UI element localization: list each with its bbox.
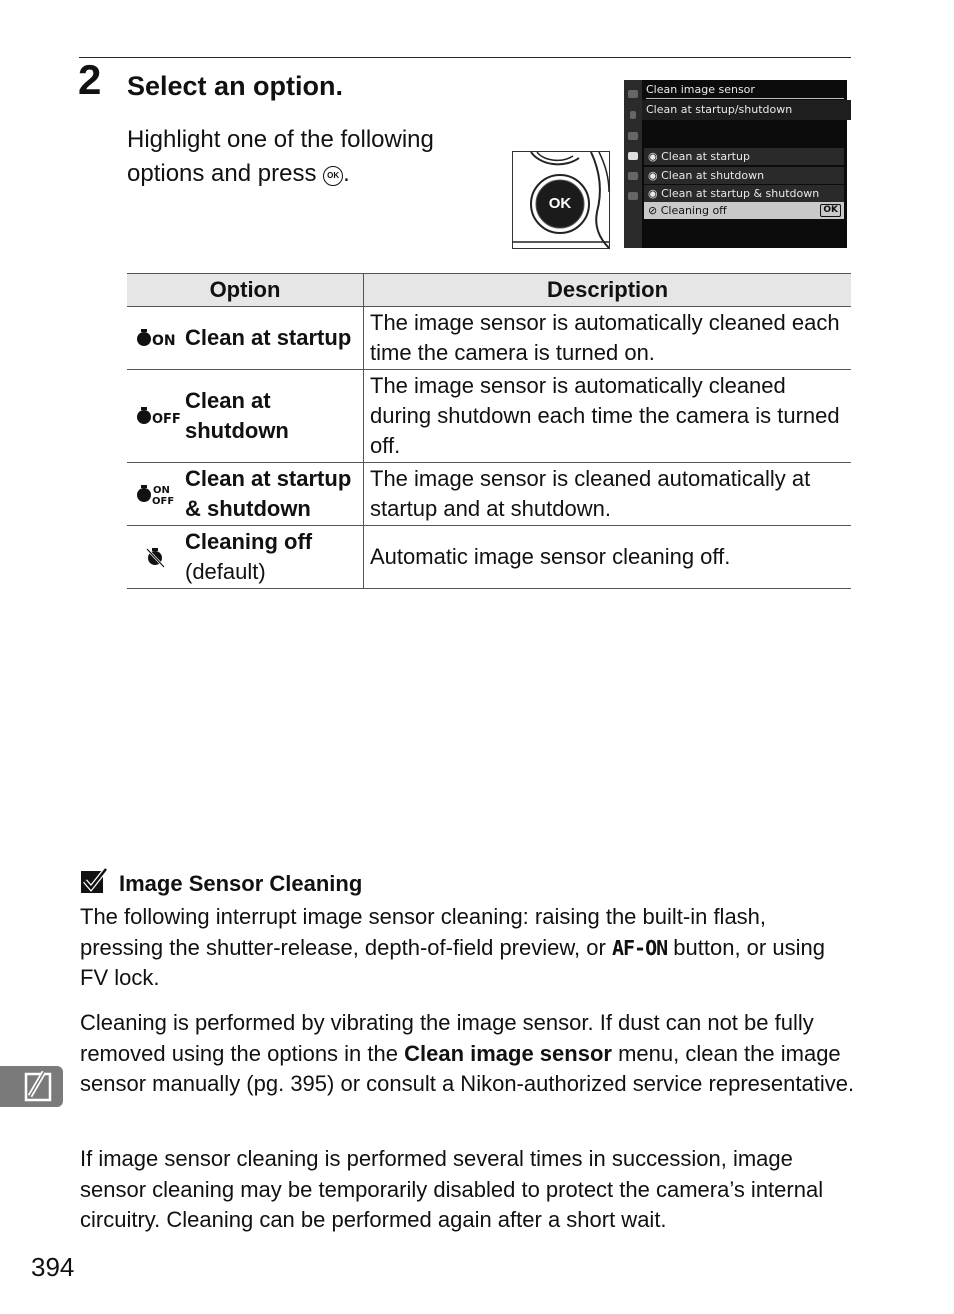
p2-text-after: menu, clean the image sensor manually (pg. 395) or consult a Nikon-authorized service representative. <box>80 1040 855 1096</box>
option-cell <box>127 370 364 463</box>
retouch-tab-icon <box>628 172 638 180</box>
menu-name-clean-image-sensor: Clean image sensor <box>404 1040 612 1066</box>
svg-text:ON: ON <box>153 485 170 496</box>
option-name: Clean at shutdown <box>185 388 289 443</box>
ok-badge: OK <box>820 204 841 217</box>
camera-menu-screenshot <box>624 80 847 248</box>
option-name: Clean at startup <box>185 325 352 350</box>
my-menu-tab-icon <box>628 192 638 200</box>
sensor-on-icon <box>127 326 185 350</box>
menu-item-clean-shutdown[interactable] <box>644 167 844 184</box>
p1-text-after: button, or using FV lock. <box>80 934 825 990</box>
sensor-off-icon: ◉ <box>648 169 658 182</box>
table-row <box>127 526 851 589</box>
menu-item-clean-startup-shutdown[interactable] <box>644 185 844 202</box>
menu-subtitle: Clean at startup/shutdown <box>642 100 851 120</box>
option-column-header: Option <box>127 274 364 307</box>
wrench-pencil-icon <box>0 1066 63 1107</box>
description-column-header: Description <box>364 274 852 307</box>
sensor-off-icon <box>127 404 185 428</box>
af-on-button-label: AF-ON <box>611 935 668 960</box>
section-tab <box>0 1066 63 1107</box>
option-description: Automatic image sensor cleaning off. <box>364 526 852 589</box>
option-cell <box>127 463 364 526</box>
option-default-tag: (default) <box>185 559 266 584</box>
step-number: 2 <box>78 56 102 103</box>
table-header-row <box>127 274 851 307</box>
menu-item-label: Clean at shutdown <box>661 169 765 182</box>
step-text-after: . <box>343 160 350 187</box>
page-number: 394 <box>31 1252 75 1282</box>
option-description: The image sensor is automatically cleaned each time the camera is turned on. <box>364 307 852 370</box>
menu-item-clean-startup[interactable] <box>644 148 844 165</box>
menu-item-label: Cleaning off <box>660 204 727 217</box>
svg-text:ON: ON <box>152 333 176 349</box>
ok-button-label: OK <box>548 195 572 212</box>
custom-tab-icon <box>628 132 638 140</box>
sensor-on-off-icon: ◉ <box>648 187 658 200</box>
menu-item-label: Clean at startup <box>661 150 750 163</box>
ok-button-icon: OK <box>323 166 343 186</box>
svg-text:OFF: OFF <box>152 496 175 507</box>
option-description: The image sensor is automatically cleaned during shutdown each time the camera is turned off. <box>364 370 852 463</box>
step-title: Select an option. <box>127 71 344 101</box>
p1-text-before: The following interrupt image sensor cleaning: raising the built-in flash, pressing the shutter-release, depth-of-field preview, or <box>80 904 767 960</box>
playback-tab-icon <box>628 90 638 98</box>
menu-item-label: Clean at startup & shutdown <box>661 187 820 200</box>
option-cell <box>127 526 364 589</box>
note-paragraph-3: If image sensor cleaning is performed several times in succession, image sensor cleaning may be temporarily disabled to protect the camera’s internal circuitry. Cleaning can be performed again after a short wait. <box>80 1146 824 1232</box>
options-table <box>127 273 851 589</box>
cleaning-off-icon: ⊘ <box>648 204 658 217</box>
note-paragraph-1 <box>80 902 855 994</box>
note-title: Image Sensor Cleaning <box>119 871 363 896</box>
menu-title: Clean image sensor <box>646 82 844 99</box>
svg-text:OFF: OFF <box>152 412 181 427</box>
option-name-text: Cleaning off <box>185 529 313 554</box>
p2-text-before: Cleaning is performed by vibrating the image sensor. If dust can not be fully removed using the options in the <box>80 1010 814 1066</box>
step-instructions <box>127 123 497 191</box>
shooting-tab-icon <box>630 111 636 119</box>
step-text-before: Highlight one of the following options and press <box>127 126 434 187</box>
table-row <box>127 463 851 526</box>
top-rule <box>79 57 851 58</box>
table-row <box>127 370 851 463</box>
setup-tab-icon <box>628 152 638 160</box>
menu-item-cleaning-off[interactable] <box>644 202 844 219</box>
table-row <box>127 307 851 370</box>
option-name: Clean at startup & shutdown <box>185 466 352 521</box>
note-check-icon <box>80 867 108 900</box>
option-name <box>185 527 312 587</box>
menu-tab-strip <box>624 80 642 248</box>
sensor-on-icon: ◉ <box>648 150 658 163</box>
option-description: The image sensor is cleaned automatically at startup and at shutdown. <box>364 463 852 526</box>
cleaning-off-icon <box>127 545 185 569</box>
ok-button-illustration <box>512 151 610 249</box>
sensor-on-off-icon <box>127 481 185 507</box>
note-paragraph-2 <box>80 1008 855 1100</box>
option-cell <box>127 307 364 370</box>
